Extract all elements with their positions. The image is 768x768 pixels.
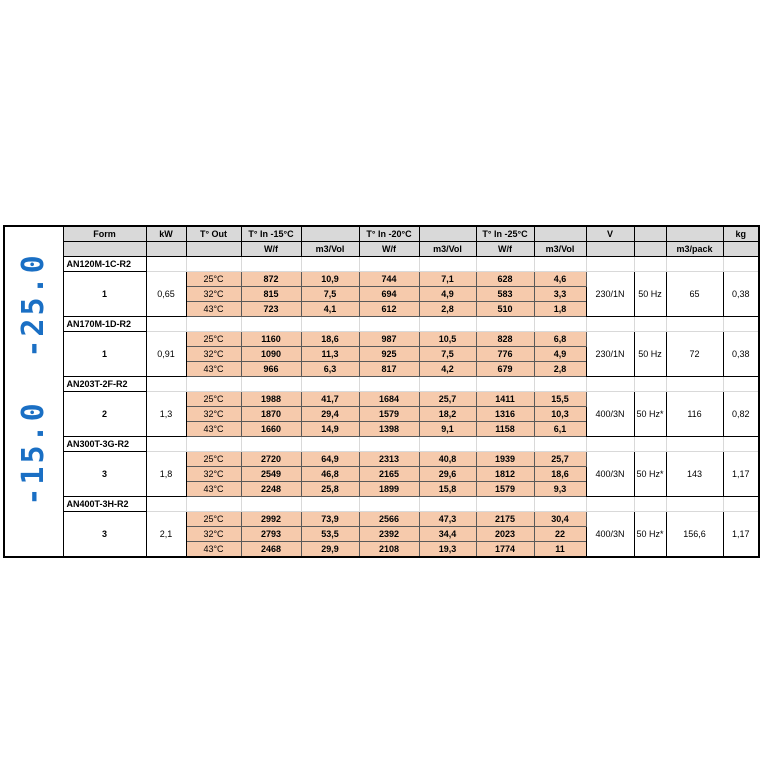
empty-cell bbox=[586, 497, 634, 512]
header-cell: m3/Vol bbox=[534, 242, 586, 257]
wf-value-cell: 1090 bbox=[241, 347, 301, 362]
wf-value-cell: 2992 bbox=[241, 512, 301, 527]
model-row bbox=[4, 377, 759, 392]
empty-cell bbox=[586, 377, 634, 392]
empty-cell bbox=[186, 377, 241, 392]
wf-value-cell: 1899 bbox=[359, 482, 419, 497]
empty-cell bbox=[146, 257, 186, 272]
m3vol-value-cell: 64,9 bbox=[301, 452, 359, 467]
empty-cell bbox=[476, 317, 534, 332]
header-cell: kW bbox=[146, 226, 186, 242]
empty-cell bbox=[301, 377, 359, 392]
wf-value-cell: 628 bbox=[476, 272, 534, 287]
m3pack-cell: 156,6 bbox=[666, 512, 723, 558]
header-cell: T° Out bbox=[186, 226, 241, 242]
empty-cell bbox=[723, 497, 759, 512]
empty-cell bbox=[476, 437, 534, 452]
spec-sheet bbox=[3, 225, 760, 558]
empty-cell bbox=[241, 437, 301, 452]
empty-cell bbox=[241, 497, 301, 512]
empty-cell bbox=[586, 257, 634, 272]
m3vol-value-cell: 29,6 bbox=[419, 467, 476, 482]
empty-cell bbox=[146, 437, 186, 452]
m3vol-value-cell: 18,6 bbox=[301, 332, 359, 347]
voltage-cell: 230/1N bbox=[586, 332, 634, 377]
form-cell: 1 bbox=[63, 272, 146, 317]
m3vol-value-cell: 14,9 bbox=[301, 422, 359, 437]
wf-value-cell: 612 bbox=[359, 302, 419, 317]
header-cell bbox=[586, 242, 634, 257]
empty-cell bbox=[723, 317, 759, 332]
wf-value-cell: 2248 bbox=[241, 482, 301, 497]
header-cell: T° In -15°C bbox=[241, 226, 301, 242]
m3pack-cell: 65 bbox=[666, 272, 723, 317]
m3vol-value-cell: 22 bbox=[534, 527, 586, 542]
header-cell: m3/pack bbox=[666, 242, 723, 257]
wf-value-cell: 1812 bbox=[476, 467, 534, 482]
header-cell: W/f bbox=[359, 242, 419, 257]
empty-cell bbox=[186, 497, 241, 512]
header-cell: W/f bbox=[476, 242, 534, 257]
header-cell bbox=[666, 226, 723, 242]
wf-value-cell: 1774 bbox=[476, 542, 534, 558]
model-row bbox=[4, 257, 759, 272]
data-row bbox=[4, 452, 759, 467]
temp-out-cell: 32°C bbox=[186, 287, 241, 302]
wf-value-cell: 1411 bbox=[476, 392, 534, 407]
spec-table bbox=[3, 225, 760, 558]
wf-value-cell: 694 bbox=[359, 287, 419, 302]
empty-cell bbox=[634, 497, 666, 512]
m3vol-value-cell: 47,3 bbox=[419, 512, 476, 527]
m3vol-value-cell: 15,8 bbox=[419, 482, 476, 497]
temp-out-cell: 25°C bbox=[186, 452, 241, 467]
header-cell: T° In -25°C bbox=[476, 226, 534, 242]
wf-value-cell: 510 bbox=[476, 302, 534, 317]
m3vol-value-cell: 7,5 bbox=[419, 347, 476, 362]
m3vol-value-cell: 34,4 bbox=[419, 527, 476, 542]
m3pack-cell: 72 bbox=[666, 332, 723, 377]
header-cell bbox=[723, 242, 759, 257]
temp-out-cell: 32°C bbox=[186, 467, 241, 482]
wf-value-cell: 1579 bbox=[359, 407, 419, 422]
empty-cell bbox=[419, 437, 476, 452]
wf-value-cell: 2549 bbox=[241, 467, 301, 482]
seven-segment-text: -15.0 bbox=[16, 400, 51, 506]
header-cell: Form bbox=[63, 226, 146, 242]
header-cell: T° In -20°C bbox=[359, 226, 419, 242]
model-row bbox=[4, 497, 759, 512]
temp-out-cell: 25°C bbox=[186, 392, 241, 407]
m3vol-value-cell: 4,9 bbox=[419, 287, 476, 302]
kw-cell: 0,65 bbox=[146, 272, 186, 317]
m3vol-value-cell: 7,1 bbox=[419, 272, 476, 287]
empty-cell bbox=[359, 257, 419, 272]
m3vol-value-cell: 30,4 bbox=[534, 512, 586, 527]
kw-cell: 1,8 bbox=[146, 452, 186, 497]
empty-cell bbox=[359, 437, 419, 452]
m3vol-value-cell: 3,3 bbox=[534, 287, 586, 302]
temp-out-cell: 43°C bbox=[186, 542, 241, 558]
m3vol-value-cell: 25,8 bbox=[301, 482, 359, 497]
header-cell bbox=[634, 226, 666, 242]
empty-cell bbox=[146, 317, 186, 332]
model-name-cell: AN203T-2F-R2 bbox=[63, 377, 146, 392]
m3vol-value-cell: 10,3 bbox=[534, 407, 586, 422]
form-cell: 1 bbox=[63, 332, 146, 377]
m3vol-value-cell: 11 bbox=[534, 542, 586, 558]
frequency-cell: 50 Hz* bbox=[634, 452, 666, 497]
form-cell: 2 bbox=[63, 392, 146, 437]
wf-value-cell: 1684 bbox=[359, 392, 419, 407]
wf-value-cell: 2108 bbox=[359, 542, 419, 558]
temp-out-cell: 43°C bbox=[186, 362, 241, 377]
wf-value-cell: 987 bbox=[359, 332, 419, 347]
header-row-2 bbox=[4, 242, 759, 257]
wf-value-cell: 2720 bbox=[241, 452, 301, 467]
empty-cell bbox=[666, 317, 723, 332]
header-cell: m3/Vol bbox=[301, 242, 359, 257]
empty-cell bbox=[301, 497, 359, 512]
empty-cell bbox=[666, 257, 723, 272]
kg-cell: 0,38 bbox=[723, 332, 759, 377]
header-row-1 bbox=[4, 226, 759, 242]
temp-out-cell: 25°C bbox=[186, 272, 241, 287]
empty-cell bbox=[586, 317, 634, 332]
model-row bbox=[4, 317, 759, 332]
empty-cell bbox=[301, 317, 359, 332]
m3vol-value-cell: 4,1 bbox=[301, 302, 359, 317]
m3vol-value-cell: 9,1 bbox=[419, 422, 476, 437]
wf-value-cell: 872 bbox=[241, 272, 301, 287]
empty-cell bbox=[723, 437, 759, 452]
empty-cell bbox=[186, 317, 241, 332]
m3vol-value-cell: 7,5 bbox=[301, 287, 359, 302]
m3vol-value-cell: 15,5 bbox=[534, 392, 586, 407]
wf-value-cell: 2023 bbox=[476, 527, 534, 542]
temp-out-cell: 32°C bbox=[186, 407, 241, 422]
wf-value-cell: 1579 bbox=[476, 482, 534, 497]
empty-cell bbox=[634, 437, 666, 452]
m3vol-value-cell: 40,8 bbox=[419, 452, 476, 467]
model-name-cell: AN170M-1D-R2 bbox=[63, 317, 146, 332]
empty-cell bbox=[534, 497, 586, 512]
wf-value-cell: 2468 bbox=[241, 542, 301, 558]
form-cell: 3 bbox=[63, 452, 146, 497]
header-cell bbox=[63, 242, 146, 257]
m3vol-value-cell: 73,9 bbox=[301, 512, 359, 527]
header-cell bbox=[186, 242, 241, 257]
wf-value-cell: 744 bbox=[359, 272, 419, 287]
temp-out-cell: 43°C bbox=[186, 482, 241, 497]
temp-out-cell: 43°C bbox=[186, 302, 241, 317]
header-cell: W/f bbox=[241, 242, 301, 257]
m3pack-cell: 116 bbox=[666, 392, 723, 437]
header-cell bbox=[534, 226, 586, 242]
empty-cell bbox=[241, 377, 301, 392]
m3vol-value-cell: 2,8 bbox=[419, 302, 476, 317]
voltage-cell: 400/3N bbox=[586, 392, 634, 437]
data-row bbox=[4, 512, 759, 527]
wf-value-cell: 1160 bbox=[241, 332, 301, 347]
empty-cell bbox=[146, 497, 186, 512]
frequency-cell: 50 Hz bbox=[634, 272, 666, 317]
wf-value-cell: 817 bbox=[359, 362, 419, 377]
m3vol-value-cell: 6,8 bbox=[534, 332, 586, 347]
seven-segment-text: -25.0 bbox=[16, 252, 51, 358]
voltage-cell: 400/3N bbox=[586, 512, 634, 558]
model-name-cell: AN300T-3G-R2 bbox=[63, 437, 146, 452]
frequency-cell: 50 Hz* bbox=[634, 392, 666, 437]
m3vol-value-cell: 6,3 bbox=[301, 362, 359, 377]
temp-out-cell: 32°C bbox=[186, 347, 241, 362]
empty-cell bbox=[476, 257, 534, 272]
wf-value-cell: 723 bbox=[241, 302, 301, 317]
empty-cell bbox=[359, 317, 419, 332]
m3vol-value-cell: 25,7 bbox=[534, 452, 586, 467]
header-cell bbox=[419, 226, 476, 242]
frequency-cell: 50 Hz* bbox=[634, 512, 666, 558]
empty-cell bbox=[419, 377, 476, 392]
m3vol-value-cell: 1,8 bbox=[534, 302, 586, 317]
model-row bbox=[4, 437, 759, 452]
kw-cell: 2,1 bbox=[146, 512, 186, 558]
m3vol-value-cell: 6,1 bbox=[534, 422, 586, 437]
m3vol-value-cell: 4,6 bbox=[534, 272, 586, 287]
wf-value-cell: 925 bbox=[359, 347, 419, 362]
data-row bbox=[4, 332, 759, 347]
model-name-cell: AN120M-1C-R2 bbox=[63, 257, 146, 272]
m3vol-value-cell: 10,5 bbox=[419, 332, 476, 347]
m3vol-value-cell: 18,6 bbox=[534, 467, 586, 482]
m3vol-value-cell: 18,2 bbox=[419, 407, 476, 422]
empty-cell bbox=[634, 257, 666, 272]
wf-value-cell: 583 bbox=[476, 287, 534, 302]
empty-cell bbox=[359, 377, 419, 392]
empty-cell bbox=[534, 317, 586, 332]
empty-cell bbox=[586, 437, 634, 452]
wf-value-cell: 2165 bbox=[359, 467, 419, 482]
empty-cell bbox=[723, 377, 759, 392]
empty-cell bbox=[666, 497, 723, 512]
wf-value-cell: 828 bbox=[476, 332, 534, 347]
form-cell: 3 bbox=[63, 512, 146, 558]
empty-cell bbox=[634, 377, 666, 392]
m3vol-value-cell: 4,9 bbox=[534, 347, 586, 362]
empty-cell bbox=[419, 497, 476, 512]
temp-out-cell: 32°C bbox=[186, 527, 241, 542]
header-cell: V bbox=[586, 226, 634, 242]
m3vol-value-cell: 19,3 bbox=[419, 542, 476, 558]
empty-cell bbox=[476, 377, 534, 392]
wf-value-cell: 2392 bbox=[359, 527, 419, 542]
wf-value-cell: 1398 bbox=[359, 422, 419, 437]
wf-value-cell: 2313 bbox=[359, 452, 419, 467]
wf-value-cell: 966 bbox=[241, 362, 301, 377]
wf-value-cell: 1158 bbox=[476, 422, 534, 437]
empty-cell bbox=[301, 437, 359, 452]
wf-value-cell: 1988 bbox=[241, 392, 301, 407]
kw-cell: 0,91 bbox=[146, 332, 186, 377]
empty-cell bbox=[476, 497, 534, 512]
wf-value-cell: 815 bbox=[241, 287, 301, 302]
empty-cell bbox=[186, 257, 241, 272]
m3vol-value-cell: 29,4 bbox=[301, 407, 359, 422]
empty-cell bbox=[241, 257, 301, 272]
m3vol-value-cell: 29,9 bbox=[301, 542, 359, 558]
header-cell bbox=[634, 242, 666, 257]
wf-value-cell: 2793 bbox=[241, 527, 301, 542]
frequency-cell: 50 Hz bbox=[634, 332, 666, 377]
model-name-cell: AN400T-3H-R2 bbox=[63, 497, 146, 512]
empty-cell bbox=[301, 257, 359, 272]
m3vol-value-cell: 25,7 bbox=[419, 392, 476, 407]
empty-cell bbox=[241, 317, 301, 332]
empty-cell bbox=[146, 377, 186, 392]
kg-cell: 1,17 bbox=[723, 512, 759, 558]
wf-value-cell: 679 bbox=[476, 362, 534, 377]
empty-cell bbox=[534, 257, 586, 272]
m3vol-value-cell: 2,8 bbox=[534, 362, 586, 377]
empty-cell bbox=[419, 257, 476, 272]
voltage-cell: 230/1N bbox=[586, 272, 634, 317]
m3vol-value-cell: 41,7 bbox=[301, 392, 359, 407]
m3vol-value-cell: 11,3 bbox=[301, 347, 359, 362]
temp-out-cell: 25°C bbox=[186, 512, 241, 527]
header-cell: m3/Vol bbox=[419, 242, 476, 257]
empty-cell bbox=[186, 437, 241, 452]
wf-value-cell: 2566 bbox=[359, 512, 419, 527]
data-row bbox=[4, 392, 759, 407]
voltage-cell: 400/3N bbox=[586, 452, 634, 497]
empty-cell bbox=[359, 497, 419, 512]
wf-value-cell: 1939 bbox=[476, 452, 534, 467]
seven-segment-decoration bbox=[4, 226, 63, 557]
m3vol-value-cell: 53,5 bbox=[301, 527, 359, 542]
header-cell: kg bbox=[723, 226, 759, 242]
wf-value-cell: 1316 bbox=[476, 407, 534, 422]
header-cell bbox=[301, 226, 359, 242]
wf-value-cell: 1870 bbox=[241, 407, 301, 422]
temp-out-cell: 25°C bbox=[186, 332, 241, 347]
m3vol-value-cell: 4,2 bbox=[419, 362, 476, 377]
temp-out-cell: 43°C bbox=[186, 422, 241, 437]
kg-cell: 1,17 bbox=[723, 452, 759, 497]
empty-cell bbox=[634, 317, 666, 332]
empty-cell bbox=[419, 317, 476, 332]
kg-cell: 0,38 bbox=[723, 272, 759, 317]
kg-cell: 0,82 bbox=[723, 392, 759, 437]
empty-cell bbox=[534, 377, 586, 392]
empty-cell bbox=[666, 437, 723, 452]
m3vol-value-cell: 10,9 bbox=[301, 272, 359, 287]
header-cell bbox=[146, 242, 186, 257]
wf-value-cell: 2175 bbox=[476, 512, 534, 527]
data-row bbox=[4, 272, 759, 287]
wf-value-cell: 1660 bbox=[241, 422, 301, 437]
empty-cell bbox=[534, 437, 586, 452]
m3vol-value-cell: 46,8 bbox=[301, 467, 359, 482]
empty-cell bbox=[723, 257, 759, 272]
wf-value-cell: 776 bbox=[476, 347, 534, 362]
m3pack-cell: 143 bbox=[666, 452, 723, 497]
m3vol-value-cell: 9,3 bbox=[534, 482, 586, 497]
kw-cell: 1,3 bbox=[146, 392, 186, 437]
empty-cell bbox=[666, 377, 723, 392]
